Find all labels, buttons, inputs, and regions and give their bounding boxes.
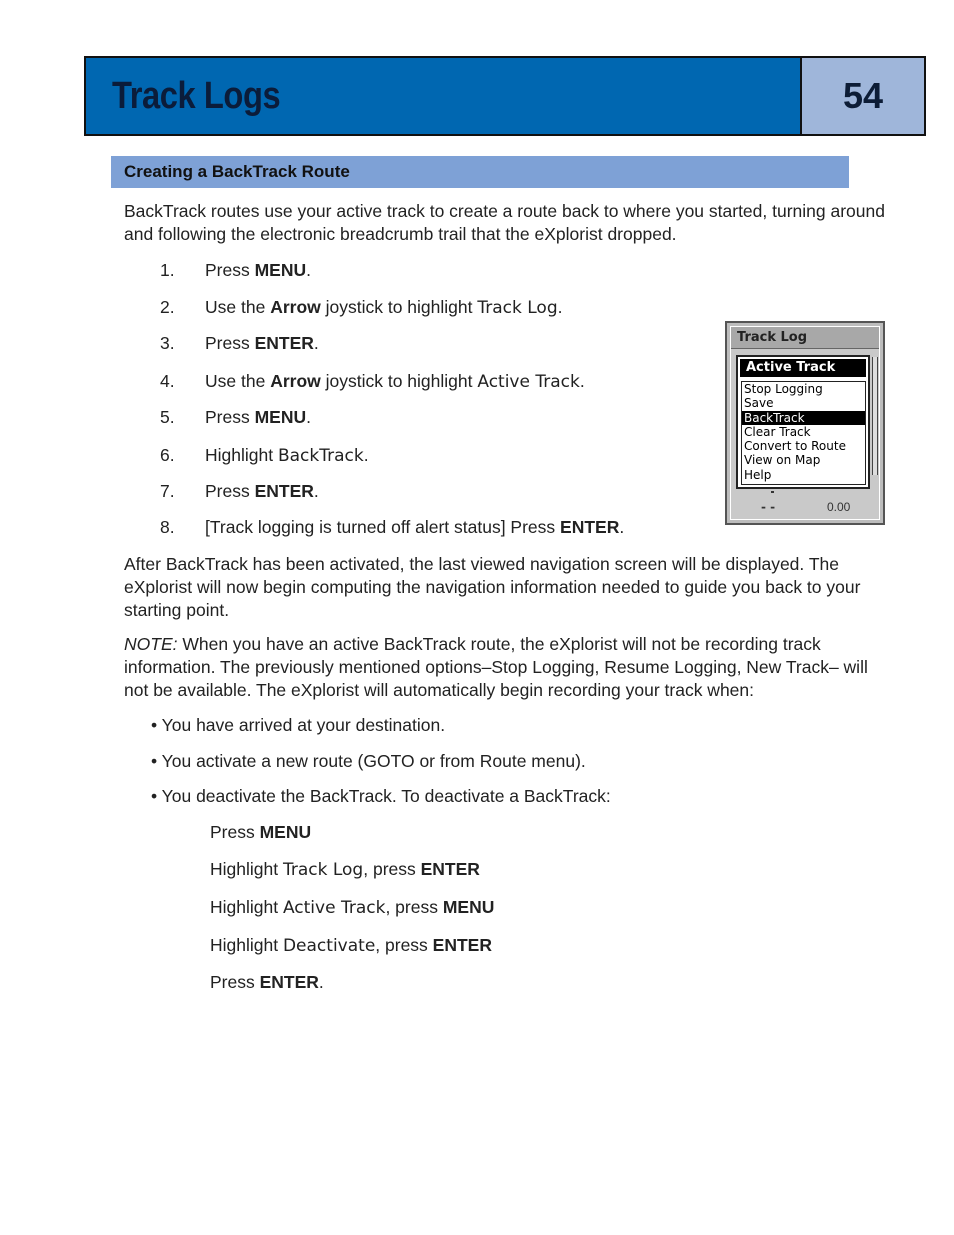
deactivate-step-2: Highlight Track Log, press ENTER <box>210 859 480 880</box>
device-menu-header: Active Track <box>740 359 866 377</box>
note-label: NOTE: <box>124 634 178 654</box>
device-menu-item: Convert to Route <box>744 439 846 454</box>
bullet-item: • You deactivate the BackTrack. To deactivate a BackTrack: <box>151 786 611 806</box>
device-popup-menu <box>736 355 870 489</box>
device-title: Track Log <box>737 330 808 345</box>
device-menu-item: View on Map <box>744 453 821 468</box>
chapter-title-box <box>86 58 802 134</box>
bullet-item: • You have arrived at your destination. <box>151 715 446 735</box>
page-number-box <box>802 58 924 134</box>
device-display <box>730 326 880 520</box>
device-scrollbar <box>872 357 878 475</box>
chapter-title: Track Logs <box>112 74 281 117</box>
section-heading-bar <box>111 156 849 188</box>
device-menu-item: Stop Logging <box>744 382 823 396</box>
device-screen-illustration <box>725 321 885 525</box>
device-menu-list <box>741 381 866 485</box>
section-title: Creating a BackTrack Route <box>124 162 350 181</box>
step-3: 3. Press ENTER. <box>160 333 319 353</box>
deactivate-step-5: Press ENTER. <box>210 972 324 992</box>
device-menu-item: Help <box>744 467 772 482</box>
device-menu-item: Save <box>744 396 774 411</box>
deactivate-step-4: Highlight Deactivate, press ENTER <box>210 935 492 956</box>
device-menu-item-selected: BackTrack <box>742 411 865 425</box>
step-1: 1. Press MENU. <box>160 260 312 280</box>
device-menu-item: Clear Track <box>744 424 811 439</box>
intro-paragraph: BackTrack routes use your active track to create a route back to where you started, turning around and following the electronic breadcrumb trail that the eXplorist dropped. <box>124 201 885 244</box>
step-2: 2. Use the Arrow joystick to highlight Track Log. <box>160 297 563 318</box>
device-value: 0.00 <box>827 500 851 514</box>
device-titlebar <box>731 327 879 349</box>
deactivate-step-1: Press MENU <box>210 822 312 842</box>
step-6: 6. Highlight BackTrack. <box>160 445 369 466</box>
note-text: When you have an active BackTrack route, the eXplorist will not be recording track information. The previously mentioned options–Stop Logging, Resume Logging, New Track– will not be available. The eXplorist will automatically begin recording your track when: <box>124 634 868 700</box>
device-marker <box>771 491 774 493</box>
page-number: 54 <box>842 75 884 116</box>
step-5: 5. Press MENU. <box>160 407 312 427</box>
step-7: 7. Press ENTER. <box>160 481 319 501</box>
after-paragraph: After BackTrack has been activated, the last viewed navigation screen will be displayed. The eXplorist will now begin computing the navigation information needed to guide you back to your starting point. <box>124 554 861 620</box>
step-8: 8. [Track logging is turned off alert status] Press ENTER. <box>160 517 625 537</box>
chapter-header <box>84 56 926 136</box>
device-dashes: - - <box>761 500 776 514</box>
note-paragraph <box>124 633 894 702</box>
bullet-item: • You activate a new route (GOTO or from Route menu). <box>151 751 586 771</box>
deactivate-step-3: Highlight Active Track, press MENU <box>210 897 495 918</box>
step-4: 4. Use the Arrow joystick to highlight Active Track. <box>160 371 585 392</box>
